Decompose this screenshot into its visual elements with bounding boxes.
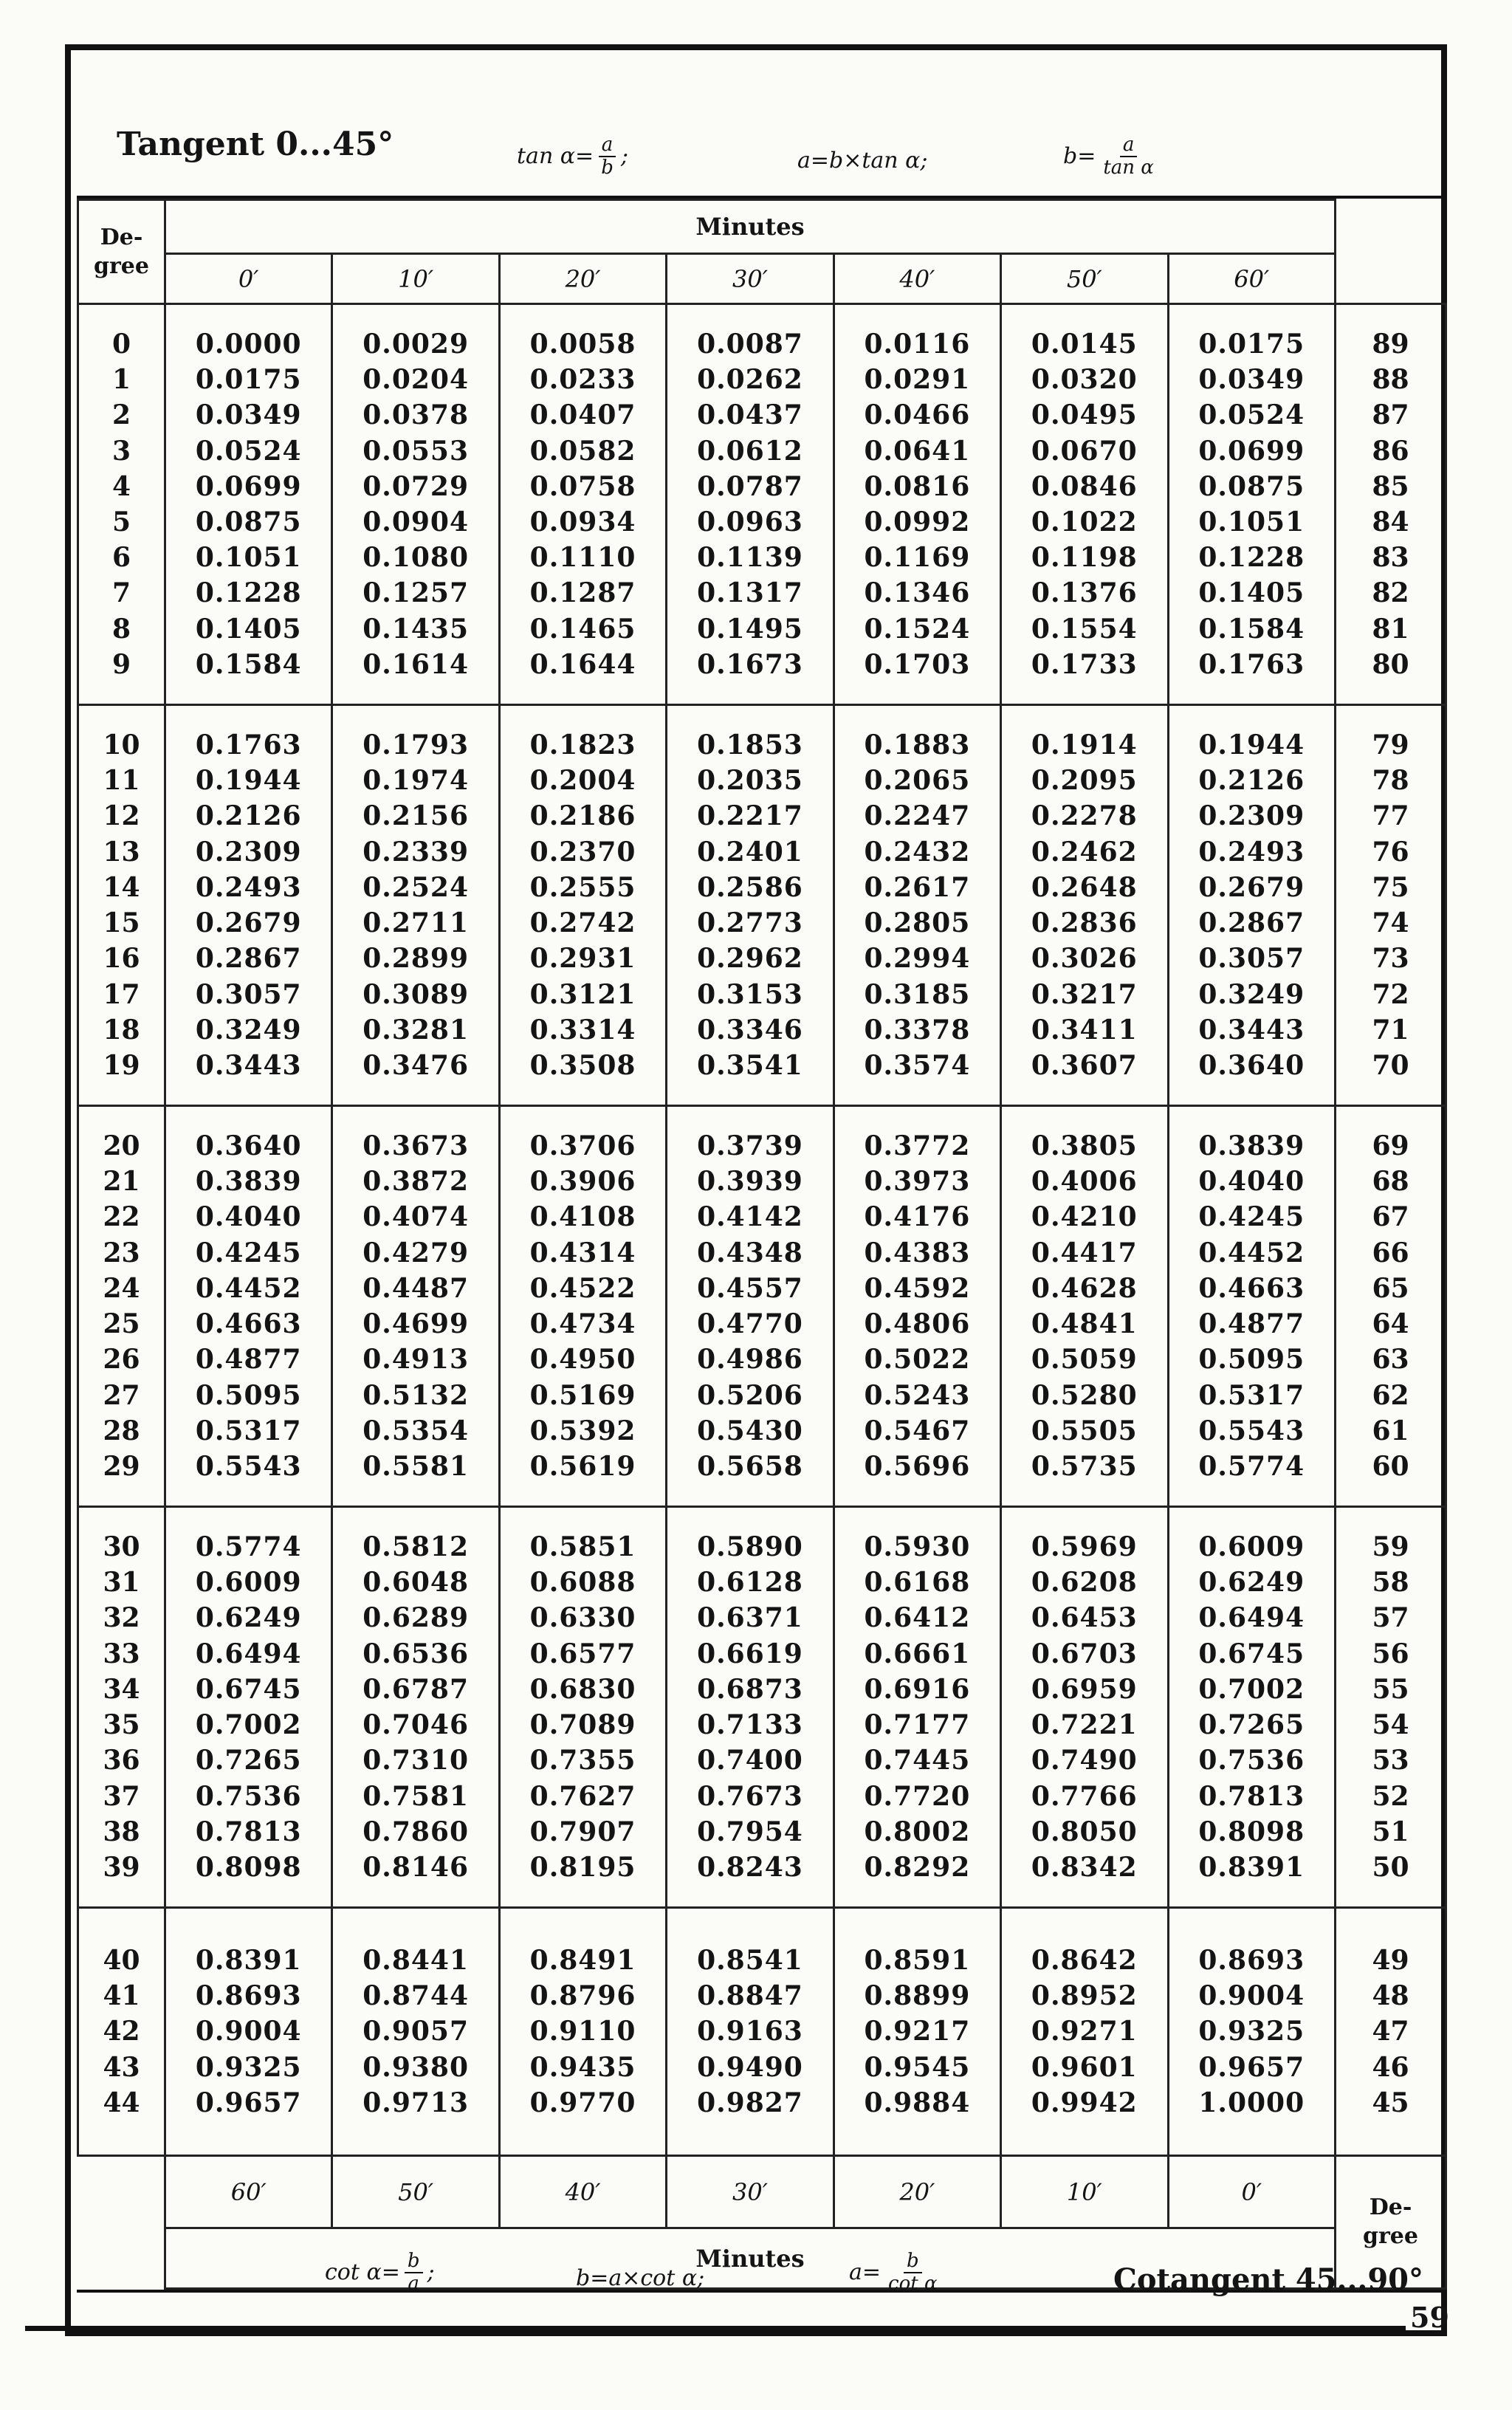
a-cot-formula-fraction — [885, 2251, 941, 2294]
bottom-minute-col-header: 50′ — [332, 2155, 499, 2228]
cot-formula-lhs: cot α= — [325, 2259, 400, 2286]
value-column: 0.3739 0.3939 0.4142 0.4348 0.4557 0.4770 0.4986 0.5206 0.5430 0.5658 — [667, 1106, 834, 1507]
value-column: 0.5851 0.6088 0.6330 0.6577 0.6830 0.7089 0.7355 0.7627 0.7907 0.8195 — [499, 1507, 666, 1908]
right-degrees: 69 68 67 66 65 64 63 62 61 60 — [1336, 1106, 1446, 1507]
value-column: 0.3706 0.3906 0.4108 0.4314 0.4522 0.4734 0.4950 0.5169 0.5392 0.5619 — [499, 1106, 666, 1507]
value-column: 0.3839 0.4040 0.4245 0.4452 0.4663 0.4877 0.5095 0.5317 0.5543 0.5774 — [1168, 1106, 1335, 1507]
left-degrees: 30 31 32 33 34 35 36 37 38 39 — [78, 1507, 165, 1908]
right-degrees: 49 48 47 46 45 — [1336, 1908, 1446, 2156]
value-column: 0.5812 0.6048 0.6289 0.6536 0.6787 0.7046 0.7310 0.7581 0.7860 0.8146 — [332, 1507, 499, 1908]
cot-formula-fraction — [405, 2251, 423, 2294]
left-degrees: 0 1 2 3 4 5 6 7 8 9 — [78, 304, 165, 705]
cot-formula-numerator: b — [405, 2251, 423, 2273]
right-degrees: 89 88 87 86 85 84 83 82 81 80 — [1336, 304, 1446, 705]
cot-formula-denominator: a — [408, 2272, 419, 2295]
tan-formula-fraction — [598, 134, 616, 178]
degree-block-row — [78, 1507, 1446, 1908]
value-column: 0.0029 0.0204 0.0378 0.0553 0.0729 0.0904 0.1080 0.1257 0.1435 0.1614 — [332, 304, 499, 705]
value-column: 0.1763 0.1944 0.2126 0.2309 0.2493 0.2679 0.2867 0.3057 0.3249 0.3443 — [165, 705, 332, 1106]
bottom-degree-header: De- gree — [1336, 2155, 1446, 2288]
degree-block-row — [78, 705, 1446, 1106]
tangent-table-grid — [77, 199, 1447, 2290]
value-column: 0.5930 0.6168 0.6412 0.6661 0.6916 0.7177 0.7445 0.7720 0.8002 0.8292 — [834, 1507, 1000, 1908]
tan-formula-numerator: a — [599, 134, 616, 157]
value-column: 0.5774 0.6009 0.6249 0.6494 0.6745 0.7002 0.7265 0.7536 0.7813 0.8098 — [165, 1507, 332, 1908]
b-formula-fraction — [1100, 134, 1157, 178]
left-degrees: 40 41 42 43 44 — [78, 1908, 165, 2156]
bottom-rule — [25, 2326, 1406, 2331]
value-column: 0.8391 0.8693 0.9004 0.9325 0.9657 — [165, 1908, 332, 2156]
cot-formula — [325, 2251, 435, 2294]
b-formula-denominator: tan α — [1103, 156, 1154, 179]
bottom-minute-col-header: 60′ — [165, 2155, 332, 2228]
left-degrees: 20 21 22 23 24 25 26 27 28 29 — [78, 1106, 165, 1507]
value-column: 0.1914 0.2095 0.2278 0.2462 0.2648 0.2836 0.3026 0.3217 0.3411 0.3607 — [1001, 705, 1168, 1106]
value-column: 0.0058 0.0233 0.0407 0.0582 0.0758 0.0934 0.1110 0.1287 0.1465 0.1644 — [499, 304, 666, 705]
bottom-minute-col-header: 10′ — [1001, 2155, 1168, 2228]
a-formula: a=b×tan α; — [797, 148, 928, 174]
degree-header: De- gree — [78, 200, 165, 304]
value-column: 0.0087 0.0262 0.0437 0.0612 0.0787 0.0963 0.1139 0.1317 0.1495 0.1673 — [667, 304, 834, 705]
right-degrees: 79 78 77 76 75 74 73 72 71 70 — [1336, 705, 1446, 1106]
a-cot-formula-denominator: cot α — [888, 2272, 938, 2295]
right-degree-header-blank — [1336, 200, 1446, 304]
value-column: 0.3772 0.3973 0.4176 0.4383 0.4592 0.4806 0.5022 0.5243 0.5467 0.5696 — [834, 1106, 1000, 1507]
minute-col-header: 20′ — [499, 254, 666, 304]
a-cot-formula — [849, 2251, 945, 2294]
cotangent-title: Cotangent 45...90° — [1113, 2262, 1423, 2297]
value-column: 0.3640 0.3839 0.4040 0.4245 0.4452 0.4663 0.4877 0.5095 0.5317 0.5543 — [165, 1106, 332, 1507]
bottom-minute-col-header: 40′ — [499, 2155, 666, 2228]
a-cot-formula-lhs: a= — [849, 2259, 882, 2286]
degree-block-row — [78, 304, 1446, 705]
bottom-minute-col-header: 0′ — [1168, 2155, 1335, 2228]
value-column: 0.8491 0.8796 0.9110 0.9435 0.9770 — [499, 1908, 666, 2156]
minute-col-header: 30′ — [667, 254, 834, 304]
tan-formula-denominator: b — [601, 156, 614, 179]
bottom-minutes-row — [78, 2155, 1446, 2228]
value-column: 0.1793 0.1974 0.2156 0.2339 0.2524 0.2711 0.2899 0.3089 0.3281 0.3476 — [332, 705, 499, 1106]
b-cot-formula: b=a×cot α; — [576, 2265, 705, 2291]
value-column: 0.8591 0.8899 0.9217 0.9545 0.9884 — [834, 1908, 1000, 2156]
degree-block-row — [78, 1106, 1446, 1507]
a-cot-formula-numerator: b — [904, 2251, 922, 2273]
minutes-header: Minutes — [165, 200, 1336, 254]
b-formula-numerator: a — [1120, 134, 1138, 157]
value-column: 0.3673 0.3872 0.4074 0.4279 0.4487 0.4699 0.4913 0.5132 0.5354 0.5581 — [332, 1106, 499, 1507]
value-column: 0.8642 0.8952 0.9271 0.9601 0.9942 — [1001, 1908, 1168, 2156]
bottom-left-blank — [78, 2155, 165, 2228]
value-column: 0.5890 0.6128 0.6371 0.6619 0.6873 0.7133 0.7400 0.7673 0.7954 0.8243 — [667, 1507, 834, 1908]
cot-formula-rhs: ; — [427, 2259, 435, 2286]
degree-block-row — [78, 1908, 1446, 2156]
value-column: 0.1883 0.2065 0.2247 0.2432 0.2617 0.2805 0.2994 0.3185 0.3378 0.3574 — [834, 705, 1000, 1106]
value-column: 0.1823 0.2004 0.2186 0.2370 0.2555 0.2742 0.2931 0.3121 0.3314 0.3508 — [499, 705, 666, 1106]
minute-col-header: 10′ — [332, 254, 499, 304]
tangent-table — [77, 196, 1447, 2293]
value-column: 0.1944 0.2126 0.2309 0.2493 0.2679 0.2867 0.3057 0.3249 0.3443 0.3640 — [1168, 705, 1335, 1106]
value-column: 0.5969 0.6208 0.6453 0.6703 0.6959 0.7221 0.7490 0.7766 0.8050 0.8342 — [1001, 1507, 1168, 1908]
tan-formula-lhs: tan α= — [517, 143, 594, 170]
value-column: 0.8541 0.8847 0.9163 0.9490 0.9827 — [667, 1908, 834, 2156]
bottom-left-blank-2 — [78, 2228, 165, 2289]
b-formula-lhs: b= — [1063, 143, 1096, 170]
minute-col-header: 0′ — [165, 254, 332, 304]
left-degrees: 10 11 12 13 14 15 16 17 18 19 — [78, 705, 165, 1106]
minute-col-header: 40′ — [834, 254, 1000, 304]
bottom-minute-col-header: 30′ — [667, 2155, 834, 2228]
tan-formula-rhs: ; — [620, 143, 628, 170]
minute-col-header: 50′ — [1001, 254, 1168, 304]
page-number: 59 — [1410, 2301, 1449, 2334]
value-column: 0.0000 0.0175 0.0349 0.0524 0.0699 0.0875 0.1051 0.1228 0.1405 0.1584 — [165, 304, 332, 705]
value-column: 0.0116 0.0291 0.0466 0.0641 0.0816 0.0992 0.1169 0.1346 0.1524 0.1703 — [834, 304, 1000, 705]
value-column: 0.3805 0.4006 0.4210 0.4417 0.4628 0.4841 0.5059 0.5280 0.5505 0.5735 — [1001, 1106, 1168, 1507]
bottom-minutes-label: Minutes — [165, 2228, 1336, 2289]
value-column: 0.8441 0.8744 0.9057 0.9380 0.9713 — [332, 1908, 499, 2156]
value-column: 0.0145 0.0320 0.0495 0.0670 0.0846 0.1022 0.1198 0.1376 0.1554 0.1733 — [1001, 304, 1168, 705]
value-column: 0.1853 0.2035 0.2217 0.2401 0.2586 0.2773 0.2962 0.3153 0.3346 0.3541 — [667, 705, 834, 1106]
value-column: 0.6009 0.6249 0.6494 0.6745 0.7002 0.7265 0.7536 0.7813 0.8098 0.8391 — [1168, 1507, 1335, 1908]
page-title: Tangent 0...45° — [117, 126, 394, 163]
value-column: 0.0175 0.0349 0.0524 0.0699 0.0875 0.1051 0.1228 0.1405 0.1584 0.1763 — [1168, 304, 1335, 705]
bottom-minute-col-header: 20′ — [834, 2155, 1000, 2228]
value-column: 0.8693 0.9004 0.9325 0.9657 1.0000 — [1168, 1908, 1335, 2156]
minute-col-header: 60′ — [1168, 254, 1335, 304]
right-degrees: 59 58 57 56 55 54 53 52 51 50 — [1336, 1507, 1446, 1908]
b-formula — [1063, 134, 1161, 178]
tan-formula — [517, 134, 628, 178]
